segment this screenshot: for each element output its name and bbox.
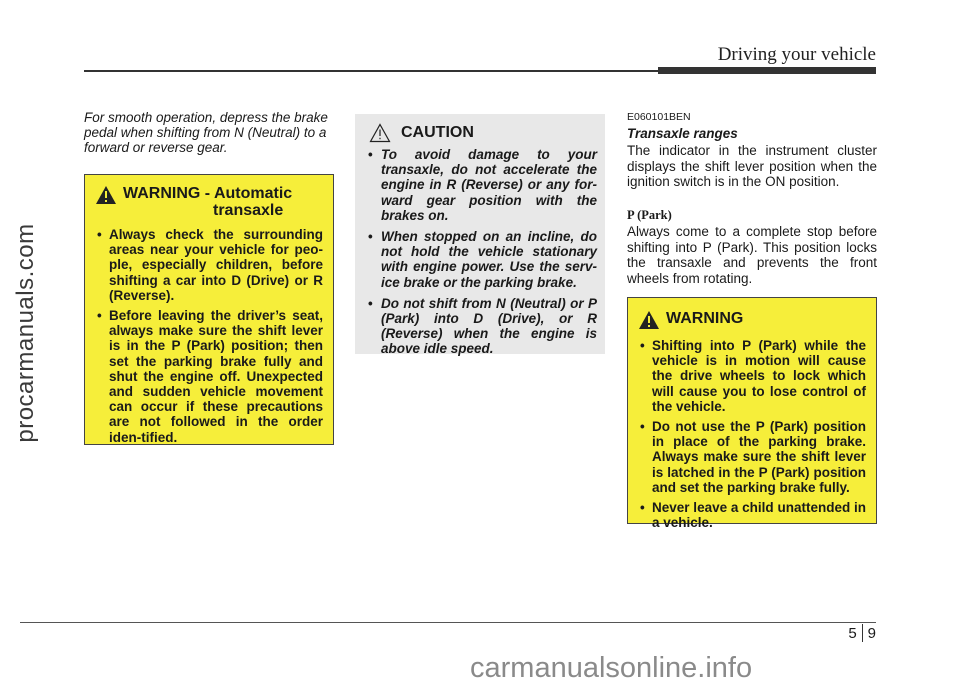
page-number-divider (862, 624, 863, 642)
header-rule-accent (658, 67, 876, 74)
section-code: E060101BEN (627, 111, 691, 123)
warning-list (95, 227, 323, 445)
list-item: • Never leave a child unattended in a vehicle. (638, 500, 866, 530)
header-title: Driving your vehicle (717, 44, 876, 65)
section-paragraph: The indicator in the instrument cluster displays the shift lever position when the ignition switch is in the ON position. (627, 143, 877, 190)
warning-triangle-icon (638, 310, 660, 330)
warning-heading (95, 185, 323, 219)
side-watermark: procarmanuals.com (12, 223, 39, 443)
chapter-number: 5 (848, 624, 857, 642)
warning-box-park (627, 297, 877, 531)
list-item: • Do not use the P (Park) position in place of the parking brake. Always make sure the shift lever is latched in the P (Park) position and set the parking brake fully. (638, 419, 866, 495)
caution-title: CAUTION (401, 124, 474, 141)
caution-heading (367, 123, 597, 143)
park-label: P (Park) (627, 208, 672, 222)
list-item: • To avoid damage to your transaxle, do not accelerate the engine in R (Reverse) or any for-ward gear position with the brakes on. (367, 147, 597, 223)
warning-title: WARNING (666, 310, 744, 327)
warning-heading (638, 310, 866, 330)
list-item: • Do not shift from N (Neutral) or P (Park) into D (Drive), or R (Reverse) when the engine is above idle speed. (367, 296, 597, 357)
page-number-value: 9 (867, 624, 876, 642)
intro-paragraph: For smooth operation, depress the brake pedal when shifting from N (Neutral) to a forward or reverse gear. (84, 110, 328, 155)
caution-list (367, 147, 597, 357)
warning-list (638, 338, 866, 530)
caution-box (355, 114, 605, 357)
caution-triangle-icon (369, 123, 391, 143)
list-item: • Before leaving the driver’s seat, always make sure the shift lever is in the P (Park) position; then set the parking brake fully and shut the engine off. Unexpected and sudden vehicle movement can occur if these precautions are not followed in the order iden-tified. (95, 308, 323, 445)
park-paragraph: Always come to a complete stop before shifting into P (Park). This position locks the transaxle and prevents the front wheels from rotating. (627, 224, 877, 286)
warning-heading-line1: WARNING - Automatic (123, 185, 293, 202)
bottom-watermark: carmanualsonline.info (470, 652, 753, 684)
page-number (848, 624, 876, 642)
list-item: • When stopped on an incline, do not hold the vehicle stationary with engine power. Use the serv-ice brake or the parking brake. (367, 229, 597, 290)
section-subheading: Transaxle ranges (627, 126, 738, 141)
warning-heading-line2: transaxle (213, 202, 284, 219)
list-item: • Shifting into P (Park) while the vehicle is in motion will cause the drive wheels to lock which will cause you to lose control of the vehicle. (638, 338, 866, 414)
warning-triangle-icon (95, 185, 117, 205)
footer-rule (20, 622, 876, 623)
warning-box-automatic-transaxle (84, 174, 334, 445)
list-item: • Always check the surrounding areas near your vehicle for peo-ple, especially children, before shifting a car into D (Drive) or R (Reverse). (95, 227, 323, 303)
